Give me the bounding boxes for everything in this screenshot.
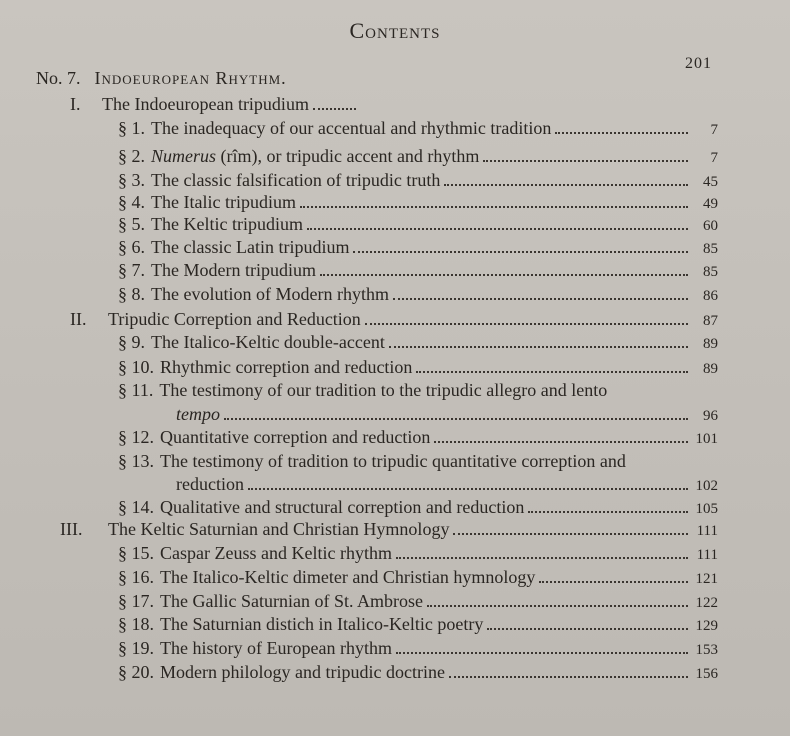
toc-entry-continuation[interactable]: [176, 474, 718, 495]
section-number: § 7.: [118, 260, 145, 280]
page-ref: 105: [695, 501, 718, 517]
toc-entry[interactable]: [118, 214, 718, 235]
page-ref: 129: [695, 618, 718, 634]
section-title-continuation: reduction: [176, 474, 244, 494]
section-title: The Italico-Keltic double-accent: [151, 332, 385, 352]
toc-entry[interactable]: [118, 284, 718, 305]
page-ref: 60: [703, 218, 718, 234]
section-title: The Italico-Keltic dimeter and Christian hymnology: [160, 567, 536, 587]
section-number: § 2.: [118, 146, 145, 166]
chapter-title: Indoeuropean Rhythm.: [94, 68, 287, 88]
section-title: Rhythmic correption and reduction: [160, 357, 413, 377]
section-title-italic: Numerus: [151, 146, 217, 166]
toc-entry[interactable]: [118, 427, 718, 448]
page-ref: 101: [695, 431, 718, 447]
page-ref: 111: [696, 523, 718, 539]
toc-entry[interactable]: [118, 170, 718, 191]
chapter-heading: [36, 68, 287, 89]
section-title: The Saturnian distich in Italico-Keltic poetry: [160, 614, 484, 634]
page-ref: 89: [703, 336, 718, 352]
dot-leader: [487, 628, 688, 630]
section-number: § 20.: [118, 662, 154, 682]
section-number: § 1.: [118, 118, 145, 138]
part-3-entry[interactable]: [60, 519, 718, 540]
section-number: § 13.: [118, 451, 154, 471]
toc-entry[interactable]: [118, 380, 718, 401]
section-title: The evolution of Modern rhythm: [151, 284, 389, 304]
toc-entry[interactable]: [118, 614, 718, 635]
section-title: The history of European rhythm: [160, 638, 392, 658]
dot-leader: [483, 160, 688, 162]
dot-leader: [307, 228, 688, 230]
dot-leader: [427, 605, 688, 607]
section-number: § 4.: [118, 192, 145, 212]
dot-leader: [453, 533, 688, 535]
section-number: § 19.: [118, 638, 154, 658]
toc-entry[interactable]: [118, 451, 718, 472]
toc-entry[interactable]: [118, 357, 718, 378]
section-title: Qualitative and structural correption and reduction: [160, 497, 525, 517]
page-ref: 96: [703, 408, 718, 424]
page-ref: 87: [703, 313, 718, 329]
section-number: § 6.: [118, 237, 145, 257]
dot-leader: [300, 206, 688, 208]
section-number: § 17.: [118, 591, 154, 611]
page-ref: 156: [695, 666, 718, 682]
page-number: 201: [685, 55, 712, 72]
part-numeral: I.: [70, 94, 81, 114]
dot-leader: [396, 652, 688, 654]
page-ref: 45: [703, 174, 718, 190]
toc-entry[interactable]: [118, 332, 718, 353]
dot-leader: [320, 274, 688, 276]
part-numeral: III.: [60, 519, 83, 539]
dot-leader: [555, 132, 688, 134]
page-ref: 122: [695, 595, 718, 611]
dot-leader: [393, 298, 688, 300]
part-2-entry[interactable]: [70, 309, 718, 330]
toc-entry-continuation[interactable]: [176, 404, 718, 425]
section-number: § 11.: [118, 380, 154, 400]
section-title: Caspar Zeuss and Keltic rhythm: [160, 543, 392, 563]
page-ref: 85: [703, 241, 718, 257]
page-ref: 86: [703, 288, 718, 304]
toc-entry[interactable]: [118, 192, 718, 213]
section-title: The inadequacy of our accentual and rhythmic tradition: [151, 118, 552, 138]
dot-leader: [528, 511, 688, 513]
toc-entry[interactable]: [118, 146, 718, 167]
part-title: Tripudic Correption and Reduction: [108, 309, 361, 329]
chapter-number: No. 7.: [36, 68, 81, 88]
part-title: The Keltic Saturnian and Christian Hymnology: [108, 519, 450, 539]
section-title: Modern philology and tripudic doctrine: [160, 662, 445, 682]
section-title: The Italic tripudium: [151, 192, 296, 212]
section-title: The classic falsification of tripudic truth: [151, 170, 441, 190]
section-title: The testimony of tradition to tripudic quantitative correption and: [160, 451, 626, 471]
page-ref: 102: [695, 478, 718, 494]
section-title: The Gallic Saturnian of St. Ambrose: [160, 591, 423, 611]
page-ref: 49: [703, 196, 718, 212]
toc-entry[interactable]: [118, 260, 718, 281]
page-ref: 85: [703, 264, 718, 280]
dot-leader: [365, 323, 688, 325]
toc-entry[interactable]: [118, 118, 718, 139]
section-title: The classic Latin tripudium: [151, 237, 350, 257]
page-ref: 7: [710, 122, 718, 138]
section-number: § 12.: [118, 427, 154, 447]
dot-leader: [353, 251, 688, 253]
page-header: Contents: [349, 18, 441, 43]
part-numeral: II.: [70, 309, 87, 329]
dot-leader: [449, 676, 688, 678]
dot-leader: [416, 371, 688, 373]
page-ref: 89: [703, 361, 718, 377]
section-number: § 15.: [118, 543, 154, 563]
dot-leader: [539, 581, 688, 583]
page-ref: 121: [695, 571, 718, 587]
section-number: § 16.: [118, 567, 154, 587]
part-title: The Indoeuropean tripudium: [102, 94, 309, 114]
section-title: The testimony of our tradition to the tripudic allegro and lento: [159, 380, 608, 400]
toc-entry[interactable]: [118, 237, 718, 258]
section-number: § 8.: [118, 284, 145, 304]
toc-entry[interactable]: [118, 638, 718, 659]
section-title: Quantitative correption and reduction: [160, 427, 431, 447]
section-title: The Keltic tripudium: [151, 214, 303, 234]
section-number: § 9.: [118, 332, 145, 352]
section-number: § 14.: [118, 497, 154, 517]
section-number: § 5.: [118, 214, 145, 234]
dot-leader: [444, 184, 688, 186]
toc-entry[interactable]: [118, 591, 718, 612]
page-ref: 111: [696, 547, 718, 563]
toc-entry[interactable]: [118, 662, 718, 683]
toc-entry[interactable]: [118, 567, 718, 588]
toc-entry[interactable]: [118, 497, 718, 518]
page-ref: 7: [710, 150, 718, 166]
section-title-continuation: tempo: [176, 404, 220, 424]
section-title: The Modern tripudium: [151, 260, 316, 280]
dot-leader: [389, 346, 688, 348]
section-number: § 18.: [118, 614, 154, 634]
section-title: [151, 146, 479, 167]
section-title-rest: (rîm), or tripudic accent and rhythm: [216, 146, 480, 166]
dot-leader: [224, 418, 688, 420]
section-number: § 3.: [118, 170, 145, 190]
page-ref: 153: [695, 642, 718, 658]
dot-leader: [434, 441, 688, 443]
section-number: § 10.: [118, 357, 154, 377]
part-1-entry[interactable]: [70, 94, 360, 115]
dot-leader: [248, 488, 688, 490]
dot-leader: [313, 108, 356, 110]
dot-leader: [396, 557, 688, 559]
toc-entry[interactable]: [118, 543, 718, 564]
